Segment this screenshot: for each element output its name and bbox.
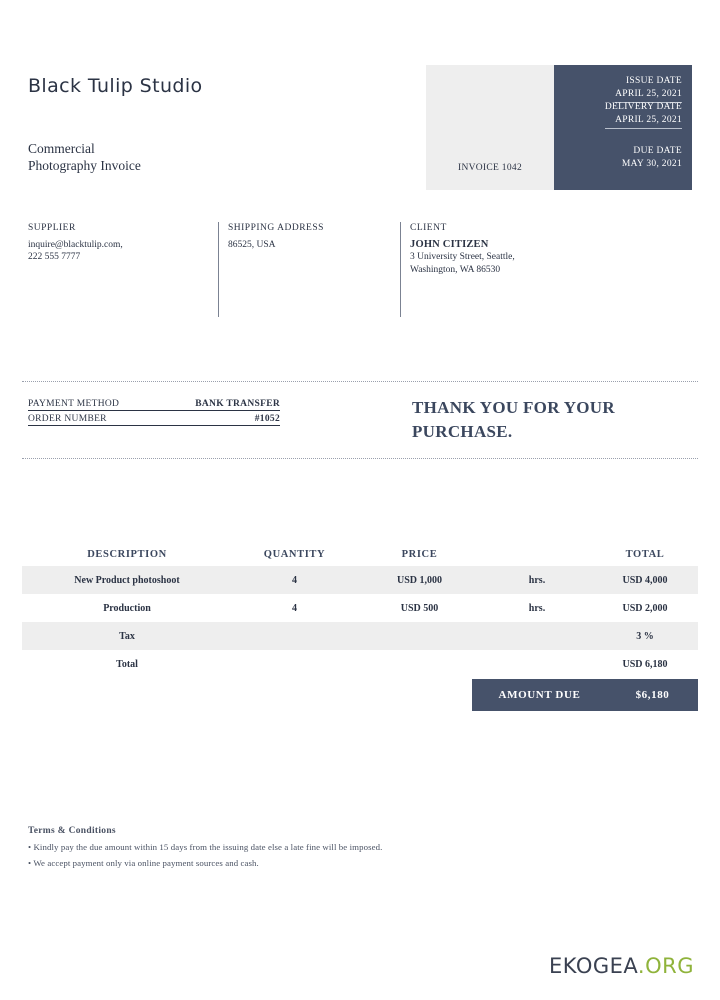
shipping-heading: SHIPPING ADDRESS bbox=[228, 223, 324, 233]
client-heading: CLIENT bbox=[410, 223, 447, 233]
parties-section bbox=[28, 222, 696, 317]
delivery-date-label: DELIVERY DATE bbox=[604, 102, 682, 112]
row-total: 3 % bbox=[636, 630, 654, 642]
thank-you-line-1: THANK YOU FOR YOUR bbox=[412, 398, 615, 417]
thank-you-line-2: PURCHASE. bbox=[412, 422, 513, 441]
issue-date-label: ISSUE DATE bbox=[625, 76, 682, 86]
row-description: Tax bbox=[119, 630, 135, 642]
supplier-heading: SUPPLIER bbox=[28, 223, 76, 233]
amount-due-banner bbox=[472, 679, 698, 711]
header-total: TOTAL bbox=[625, 548, 665, 560]
payment-method-label: PAYMENT METHOD bbox=[28, 399, 120, 409]
terms-section bbox=[28, 826, 628, 873]
payment-method-value: BANK TRANSFER bbox=[195, 399, 280, 409]
supplier-block bbox=[28, 222, 193, 264]
divider-1 bbox=[218, 222, 219, 317]
table-header-row bbox=[22, 542, 698, 566]
row-quantity: 4 bbox=[292, 602, 297, 614]
site-watermark bbox=[549, 954, 694, 978]
row-description: Total bbox=[116, 658, 138, 670]
table-row bbox=[22, 594, 698, 622]
client-address-line-1: 3 University Street, Seattle, bbox=[410, 252, 515, 262]
order-number-label: ORDER NUMBER bbox=[28, 414, 107, 424]
shipping-line-1: 86525, USA bbox=[228, 239, 276, 250]
order-number-value: #1052 bbox=[254, 414, 280, 424]
shipping-block bbox=[228, 222, 393, 251]
client-address-line-2: Washington, WA 86530 bbox=[410, 264, 501, 275]
row-total: USD 6,180 bbox=[622, 658, 668, 670]
row-quantity: 4 bbox=[292, 574, 297, 586]
watermark-name: EKOGEA bbox=[548, 954, 638, 978]
invoice-header bbox=[0, 65, 720, 190]
row-unit: hrs. bbox=[528, 574, 546, 586]
row-total: USD 2,000 bbox=[622, 602, 668, 614]
table-row bbox=[22, 566, 698, 594]
dotted-divider-top bbox=[22, 381, 698, 382]
watermark-tld: .ORG bbox=[637, 954, 694, 978]
row-price: USD 500 bbox=[400, 602, 439, 614]
row-description: New Product photoshoot bbox=[74, 574, 180, 586]
payment-details bbox=[28, 399, 280, 429]
due-date-value: MAY 30, 2021 bbox=[621, 159, 682, 169]
table-row-total bbox=[22, 650, 698, 678]
delivery-date bbox=[605, 101, 682, 129]
company-name: Black Tulip Studio bbox=[28, 75, 203, 97]
header-price: PRICE bbox=[401, 548, 438, 560]
divider-2 bbox=[400, 222, 401, 317]
header-quantity: QUANTITY bbox=[263, 548, 326, 560]
supplier-phone: 222 555 7777 bbox=[28, 252, 81, 262]
issue-date-value: APRIL 25, 2021 bbox=[615, 88, 682, 103]
invoice-number-block bbox=[426, 65, 554, 190]
supplier-email: inquire@blacktulip.com, bbox=[28, 239, 123, 250]
row-unit: hrs. bbox=[528, 602, 546, 614]
due-date-label: DUE DATE bbox=[633, 146, 682, 156]
header-description: DESCRIPTION bbox=[87, 548, 167, 560]
amount-due-label: AMOUNT DUE bbox=[498, 689, 581, 701]
invoice-number: INVOICE 1042 bbox=[457, 163, 523, 173]
row-total: USD 4,000 bbox=[622, 574, 668, 586]
order-number-row bbox=[28, 414, 280, 426]
dates-block bbox=[554, 65, 692, 190]
table-row-tax bbox=[22, 622, 698, 650]
terms-line-1: • Kindly pay the due amount within 15 days from the issuing date else a late fine will be imposed. bbox=[28, 842, 383, 852]
subtitle-line-1: Commercial bbox=[28, 141, 95, 156]
client-block bbox=[410, 222, 670, 276]
terms-line-2: • We accept payment only via online payment sources and cash. bbox=[28, 858, 259, 868]
terms-heading: Terms & Conditions bbox=[28, 826, 116, 836]
issue-date bbox=[615, 75, 682, 103]
client-name: JOHN CITIZEN bbox=[410, 238, 489, 250]
line-items-table bbox=[22, 542, 698, 678]
amount-due-value: $6,180 bbox=[635, 689, 670, 701]
delivery-date-value: APRIL 25, 2021 bbox=[605, 114, 682, 129]
payment-method-row bbox=[28, 399, 280, 411]
due-date bbox=[622, 145, 682, 172]
row-description: Production bbox=[103, 602, 151, 614]
dotted-divider-bottom bbox=[22, 458, 698, 459]
subtitle-line-2: Photography Invoice bbox=[28, 158, 141, 173]
row-price: USD 1,000 bbox=[396, 574, 442, 586]
invoice-subtitle bbox=[28, 140, 141, 174]
thank-you-message bbox=[412, 396, 682, 444]
